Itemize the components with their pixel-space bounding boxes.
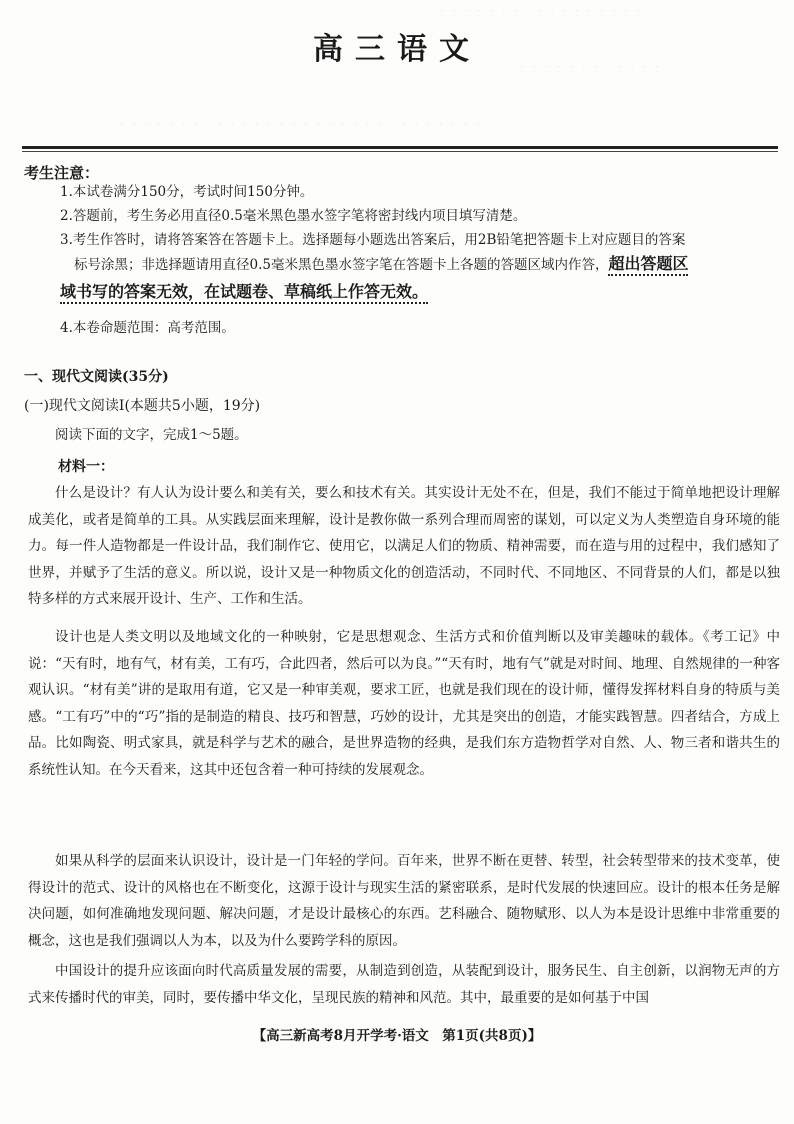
paragraph-4: 中国设计的提升应该面向时代高质量发展的需要，从制造到创造，从装配到设计，服务民生、自主创新，以润物无声的方式来传播时代的审美，同时，要传播中华文化，呈现民族的精神和风范。其中，最重要的是如何基于中国 bbox=[28, 963, 780, 1006]
notice-item-4: 4.本卷命题范围：高考范围。 bbox=[60, 320, 235, 336]
material-label: 材料一： bbox=[58, 459, 114, 475]
notice-item-3-line2: 标号涂黑；非选择题请用直径0.5毫米黑色墨水签字笔在答题卡上各题的答题区域内作答， bbox=[74, 257, 609, 273]
paragraph-3: 如果从科学的层面来认识设计，设计是一门年轻的学问。百年来，世界不断在更替、转型，社会转型带来的技术变革，使得设计的范式、设计的风格也在不断变化，这源于设计与现实生活的紧密联系，是时代发展的快速回应。设计的根本任务是解决问题，如何准确地发现问题、解决问题，才是设计最核心的东西。艺科融合、随物赋形、以人为本是设计思维中非常重要的概念，这也是我们强调以人为本，以及为什么要跨学科的原因。 bbox=[28, 853, 780, 949]
section-subtitle: (一)现代文阅读Ⅰ(本题共5小题，19分) bbox=[24, 398, 261, 414]
notice-emphasis-1: 超出答题区 bbox=[608, 254, 688, 276]
bleed-through-text: · · · · · · · · · · · · · · · · · bbox=[440, 4, 643, 19]
notice-item-1: 1.本试卷满分150分，考试时间150分钟。 bbox=[60, 184, 314, 200]
notice-item-2: 2.答题前，考生务必用直径0.5毫米黑色墨水签字笔将密封线内项目填写清楚。 bbox=[60, 208, 527, 224]
header-rule-thick bbox=[22, 146, 778, 149]
notice-item-3-cont bbox=[60, 254, 780, 273]
page-title: 高三语文 bbox=[313, 32, 481, 67]
paragraph-1: 什么是设计？有人认为设计要么和美有关，要么和技术有关。其实设计无处不在，但是，我们不能过于简单地把设计理解成美化，或者是简单的工具。从实践层面来理解，设计是教你做一系列合理而周密的谋划，可以定义为人类塑造自身环境的能力。每一件人造物都是一件设计品，我们制作它、使用它，以满足人们的物质、精神需要，而在造与用的过程中，我们感知了世界，并赋予了生活的意义。所以说，设计又是一种物质文化的创造活动，不同时代、不同地区、不同背景的人们，都是以独特多样的方式来展开设计、生产、工作和生活。 bbox=[28, 485, 780, 607]
notice-item-3: 3.考生作答时，请将答案答在答题卡上。选择题每小题选出答案后，用2B铅笔把答题卡上对应题目的答案 bbox=[60, 232, 686, 248]
notice-emphasis-2: 域书写的答案无效，在试题卷、草稿纸上作答无效。 bbox=[60, 282, 428, 304]
section-title: 一、现代文阅读(35分) bbox=[24, 369, 169, 385]
page-footer: 【高三新高考8月开学考·语文 第1页(共8页)】 bbox=[252, 1028, 542, 1044]
bleed-through-text: · · · · · · · · · · · · bbox=[520, 60, 662, 75]
header-rule-thin bbox=[22, 151, 778, 152]
notice-item-3-emphasis bbox=[60, 282, 780, 301]
paragraph-2: 设计也是人类文明以及地域文化的一种映射，它是思想观念、生活方式和价值判断以及审美趣味的载体。《考工记》中说：“天有时，地有气，材有美，工有巧，合此四者，然后可以为良。”“天有时，地有气”就是对时间、地理、自然规律的一种客观认识。“材有美”讲的是取用有道，它又是一种审美观，要求工匠，也就是我们现在的设计师，懂得发挥材料自身的特质与美感。“工有巧”中的“巧”指的是制造的精良、技巧和智慧，巧妙的设计，尤其是突出的创造，才能实践智慧。四者结合，方成上品。比如陶瓷、明式家具，就是科学与艺术的融合，是世界造物的经典，是我们东方造物哲学对自然、人、物三者和谐共生的系统性认知。在今天看来，这其中还包含着一种可持续的发展观念。 bbox=[28, 629, 780, 778]
instruction: 阅读下面的文字，完成1～5题。 bbox=[55, 427, 248, 443]
bleed-through-text: · · · · · · · · · · · · · · · · · · · · · · · · · · · · · · bbox=[120, 118, 482, 133]
notice-heading: 考生注意： bbox=[24, 164, 100, 182]
